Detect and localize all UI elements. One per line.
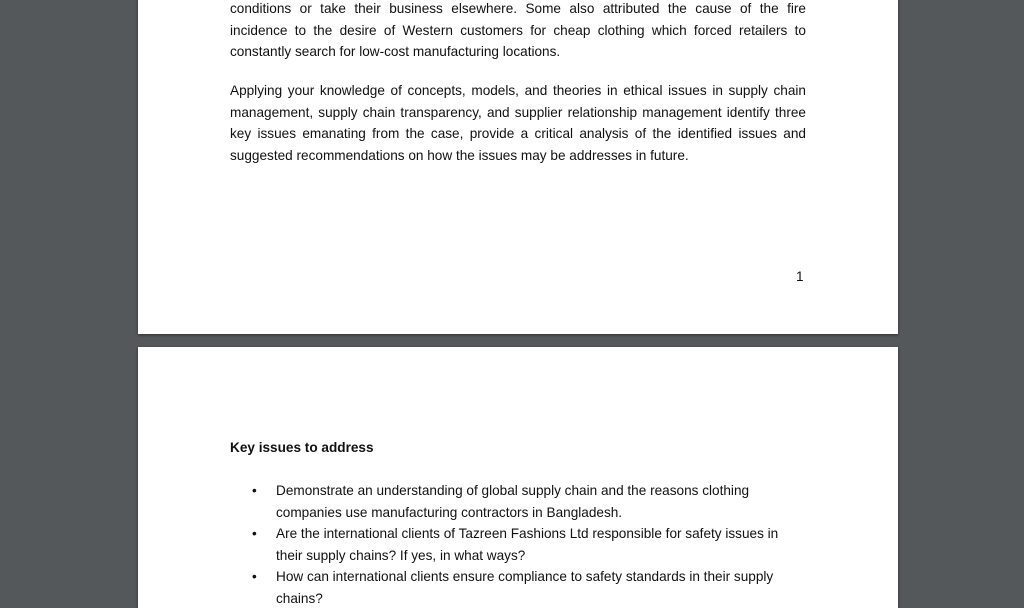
bullet-icon: • (252, 483, 257, 498)
document-page-1 (138, 0, 898, 334)
bullet-icon: • (252, 569, 257, 584)
list-item (230, 566, 806, 608)
list-item (230, 523, 806, 566)
key-issues-list (230, 480, 806, 608)
bullet-icon: • (252, 526, 257, 541)
list-item-text: Are the international clients of Tazreen Fashions Ltd responsible for safety issues in their supply chains? If yes, in what ways? (276, 526, 779, 563)
document-page-2 (138, 347, 898, 608)
paragraph-task-instructions: Applying your knowledge of concepts, models, and theories in ethical issues in supply chain management, supply chain transparency, and supplier relationship management identify three key issues emanating from the case, provide a critical analysis of the identified issues and suggested recommendations on how the issues may be addresses in future. (230, 83, 806, 164)
list-item (230, 480, 806, 523)
section-heading-key-issues: Key issues to address (230, 440, 374, 455)
list-item-text: How can international clients ensure compliance to safety standards in their supply chains? (276, 569, 774, 606)
paragraph-case-context: conditions or take their business elsewhere. Some also attributed the cause of the fire incidence to the desire of Western customers for cheap clothing which forced retailers to constantly search for low-cost manufacturing locations. (230, 1, 806, 60)
list-item-text: Demonstrate an understanding of global supply chain and the reasons clothing companies use manufacturing contractors in Bangladesh. (276, 483, 750, 520)
page-number: 1 (796, 269, 804, 284)
